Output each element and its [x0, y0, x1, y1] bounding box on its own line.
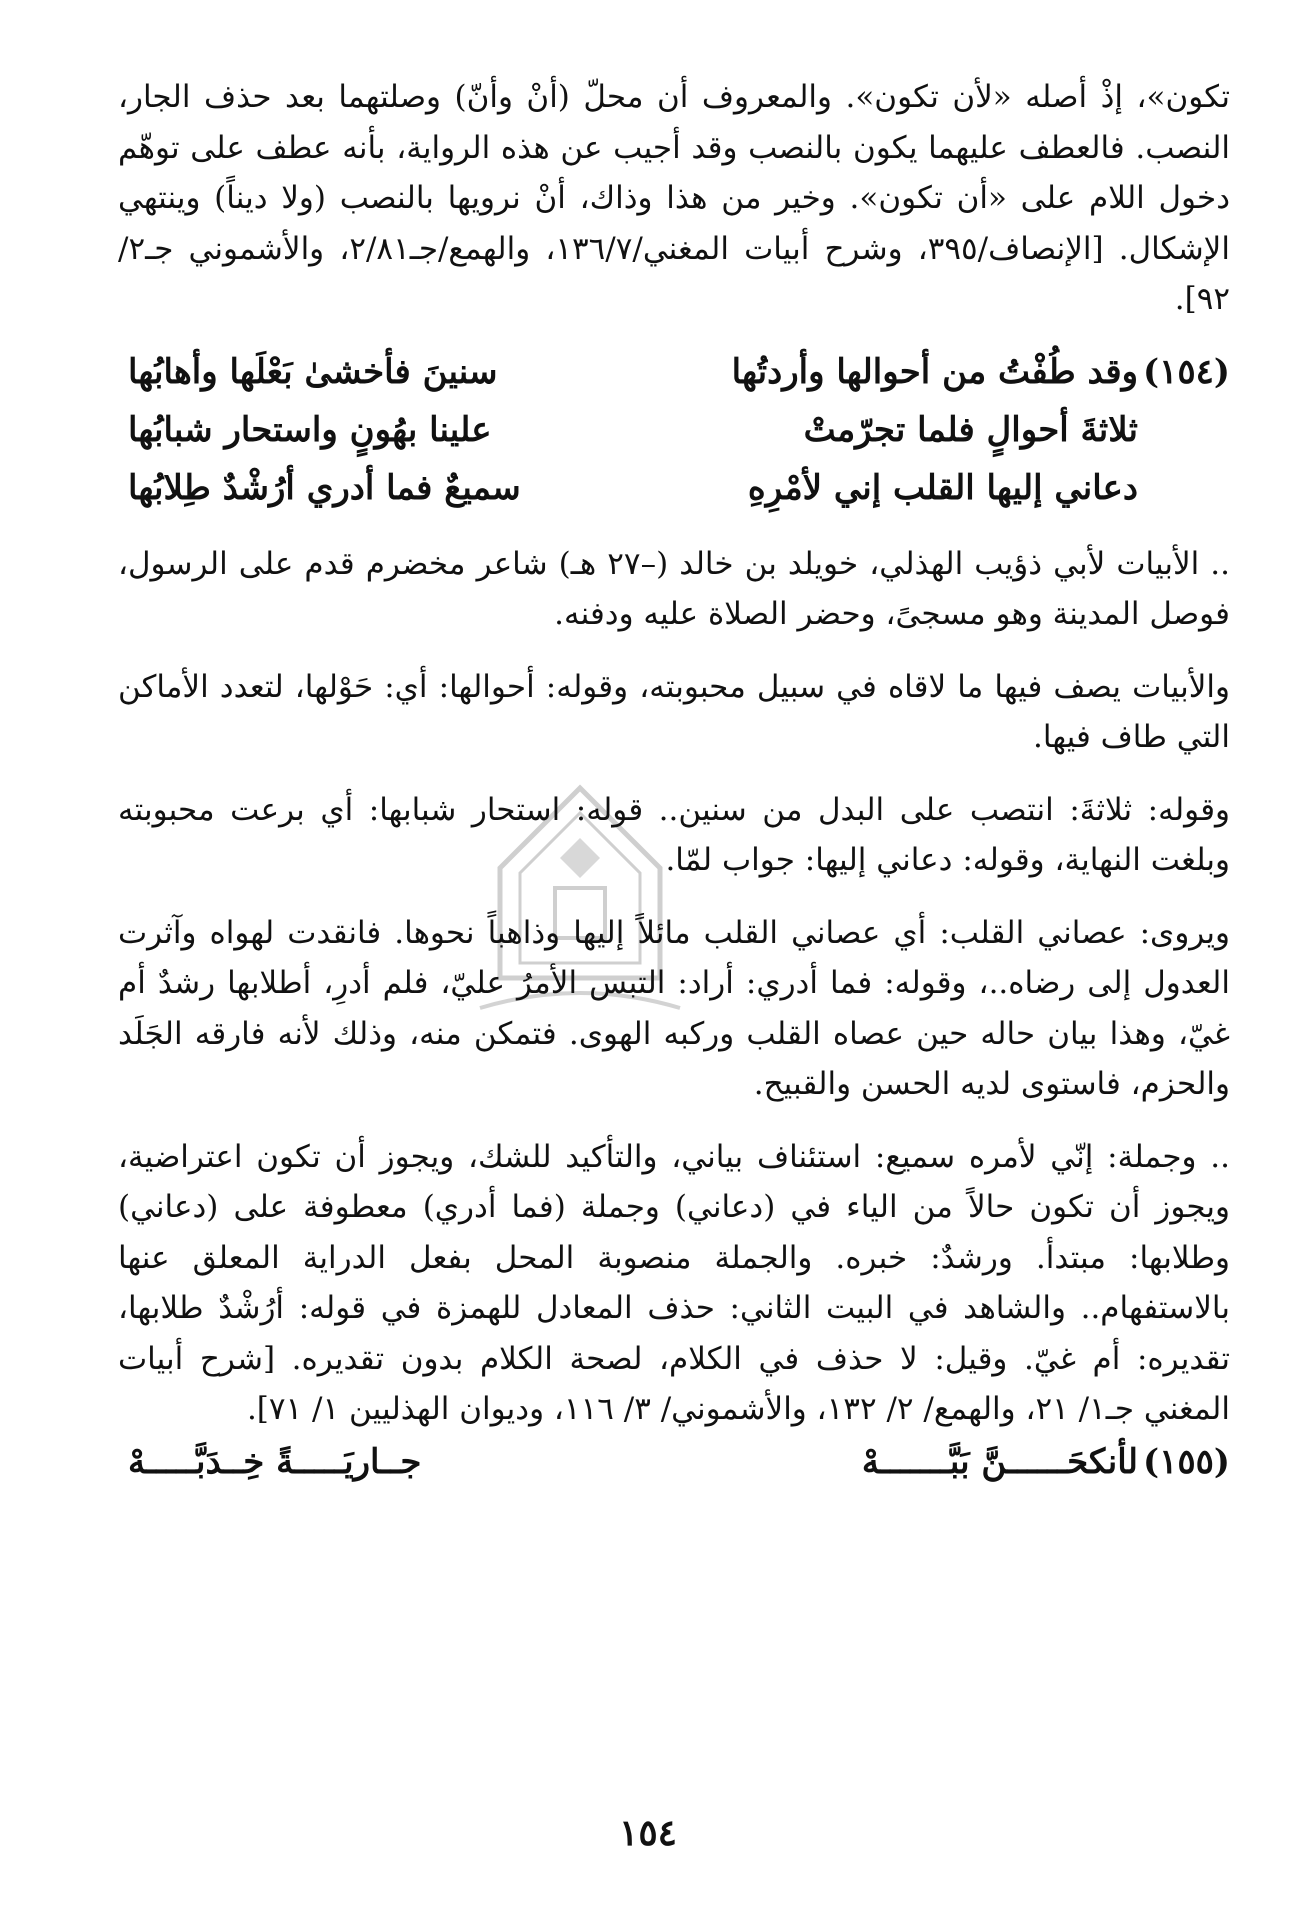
- verse-number: (١٥٥): [1143, 1441, 1230, 1482]
- paragraph-3: والأبيات يصف فيها ما لاقاه في سبيل محبوبته، وقوله: أحوالها: أي: حَوْلها، لتعدد الأماكن التي طاف فيها.: [118, 668, 1230, 755]
- verse-second-hemistich: جــاريَـــــةً خِــدَبَّـــــهْ: [128, 1441, 422, 1482]
- page-body: [118, 72, 1230, 1487]
- verse-line: [118, 463, 1230, 521]
- paragraph-4: وقوله: ثلاثةَ: انتصب على البدل من سنين.. قوله: استحار شبابها: أي برعت محبوبته وبلغت النهاية، وقوله: دعاني إليها: جواب لمّا.: [118, 791, 1230, 878]
- verse-first-hemistich: لأنكحَــــــنَّ بَبَّـــــــهْ: [861, 1441, 1138, 1482]
- verse-block-154: [118, 347, 1230, 521]
- verse-second-hemistich: سنينَ فأخشىٰ بَعْلَها وأهابُها: [128, 351, 498, 392]
- page-number: ١٥٤: [618, 1812, 677, 1854]
- verse-first-hemistich: دعاني إليها القلب إني لأمْرِهِ: [747, 467, 1138, 508]
- paragraph-1: تكون»، إذْ أصله «لأن تكون». والمعروف أن محلّ (أنْ وأنّ) وصلتهما بعد حذف الجار، النصب. فالعطف عليهما يكون بالنصب وقد أجيب عن هذه الرواية، بأنه عطف على توهّم دخول اللام على «أن تكون». وخير من هذا وذاك، أنْ نرويها بالنصب (ولا ديناً) وينتهي الإشكال. [الإنصاف/٣٩٥، وشرح أبيات المغني/١٣٦/٧، والهمع/جـ٢/٨١، والأشموني جـ٢/ ٩٢].: [118, 79, 1230, 317]
- verse-line: [118, 347, 1230, 405]
- verse-line-155: [118, 1437, 1230, 1488]
- verse-first-hemistich: وقد طُفْتُ من أحوالها وأردتُها: [731, 351, 1138, 392]
- paragraph-5: ويروى: عصاني القلب: أي عصاني القلب مائلاً إليها وذاهباً نحوها. فانقدت لهواه وآثرت العدول إلى رضاه..، وقوله: فما أدري: أراد: التبس الأمرُ عليّ، فلم أدرِ، أطلابها رشدٌ أم غيّ، وهذا بيان حاله حين عصاه القلب وركبه الهوى. فتمكن منه، وذلك لأنه فارقه الجَلَد والحزم، فاستوى لديه الحسن والقبيح.: [118, 914, 1230, 1102]
- verse-number: (١٥٤): [1143, 351, 1230, 392]
- verse-second-hemistich: علينا بهُونٍ واستحار شبابُها: [128, 409, 492, 450]
- verse-second-hemistich: سميعٌ فما أدري أرُشْدٌ طِلابُها: [128, 467, 521, 508]
- verse-line: [118, 405, 1230, 463]
- verse-first-hemistich: ثلاثةَ أحوالٍ فلما تجرّمتْ: [803, 409, 1138, 450]
- paragraph-6: .. وجملة: إنّي لأمره سميع: استئناف بياني، والتأكيد للشك، ويجوز أن تكون اعتراضية، ويجوز أن تكون حالاً من الياء في (دعاني) وجملة (فما أدري) معطوفة على (دعاني) وطلابها: مبتدأ. ورشدٌ: خبره. والجملة منصوبة المحل بفعل الدراية المعلق عنها بالاستفهام.. والشاهد في البيت الثاني: حذف المعادل للهمزة في قوله: أرُشْدٌ طلابها، تقديره: أم غيّ. وقيل: لا حذف في الكلام، لصحة الكلام بدون تقديره. [شرح أبيات المغني جـ١/ ٢١، والهمع/ ٢/ ١٣٢، والأشموني/ ٣/ ١١٦، وديوان الهذليين ١/ ٧١].: [118, 1138, 1230, 1427]
- paragraph-2: .. الأبيات لأبي ذؤيب الهذلي، خويلد بن خالد (–٢٧ هـ) شاعر مخضرم قدم على الرسول، فوصل المدينة وهو مسجىً، وحضر الصلاة عليه ودفنه.: [118, 545, 1231, 632]
